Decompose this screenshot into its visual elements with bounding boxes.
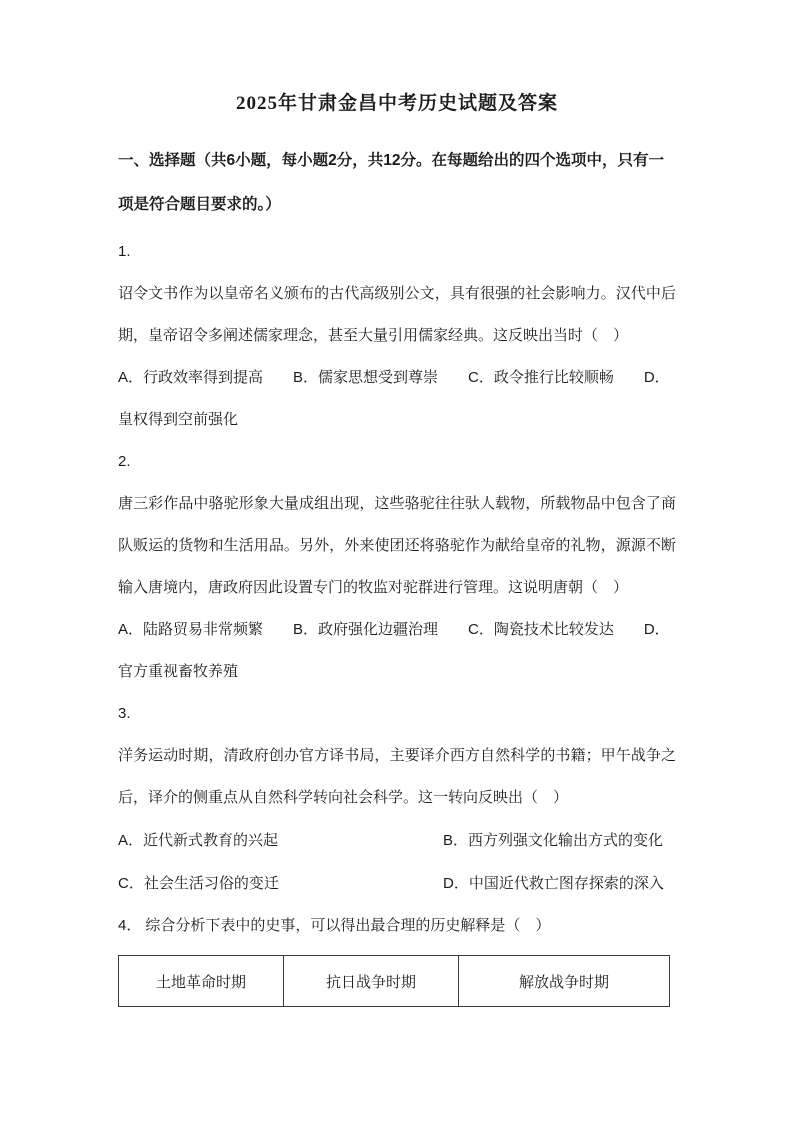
table-row [119,956,670,1007]
table-cell-period-3: 解放战争时期 [459,956,670,1007]
history-events-table [118,955,670,1007]
option-a: A．近代新式教育的兴起 [118,832,279,849]
question-options-grid [118,819,676,905]
option-d: D．中国近代救亡图存探索的深入 [443,875,664,892]
question-number: 4． [118,917,142,934]
question-block-2 [118,441,676,693]
section-heading: 一、选择题（共6小题，每小题2分，共12分。在每题给出的四个选项中，只有一项是符合题目要求的。） [118,152,664,213]
question-options: A．陆路贸易非常频繁 B．政府强化边疆治理 C．陶瓷技术比较发达 D．官方重视畜牧养殖 [118,621,670,680]
question-stem: 唐三彩作品中骆驼形象大量成组出现，这些骆驼往往驮人载物，所载物品中包含了商队贩运的货物和生活用品。另外，外来使团还将骆驼作为献给皇帝的礼物，源源不断输入唐境内，唐政府因此设置专门的牧监对驼群进行管理。这说明唐朝（ ） [118,495,676,596]
page-title: 2025年甘肃金昌中考历史试题及答案 [235,93,558,114]
question-stem: 洋务运动时期，清政府创办官方译书局，主要译介西方自然科学的书籍；甲午战争之后，译介的侧重点从自然科学转向社会科学。这一转向反映出（ ） [118,747,676,806]
question-number: 1. [118,243,131,260]
question-line [118,905,676,947]
option-c: C．社会生活习俗的变迁 [118,875,279,892]
question-number: 2. [118,453,131,470]
table-cell-period-2: 抗日战争时期 [284,956,459,1007]
question-number: 3. [118,705,131,722]
question-block-3 [118,693,676,905]
question-stem: 综合分析下表中的史事，可以得出最合理的历史解释是（ ） [145,917,551,934]
question-block-4 [118,905,676,1007]
table-cell-period-1: 土地革命时期 [119,956,284,1007]
question-options: A．行政效率得到提高 B．儒家思想受到尊崇 C．政令推行比较顺畅 D．皇权得到空前强化 [118,369,670,428]
question-stem: 诏令文书作为以皇帝名义颁布的古代高级别公文，具有很强的社会影响力。汉代中后期，皇帝诏令多阐述儒家理念，甚至大量引用儒家经典。这反映出当时（ ） [118,285,676,344]
question-block-1 [118,231,676,441]
option-b: B．西方列强文化输出方式的变化 [443,832,664,849]
